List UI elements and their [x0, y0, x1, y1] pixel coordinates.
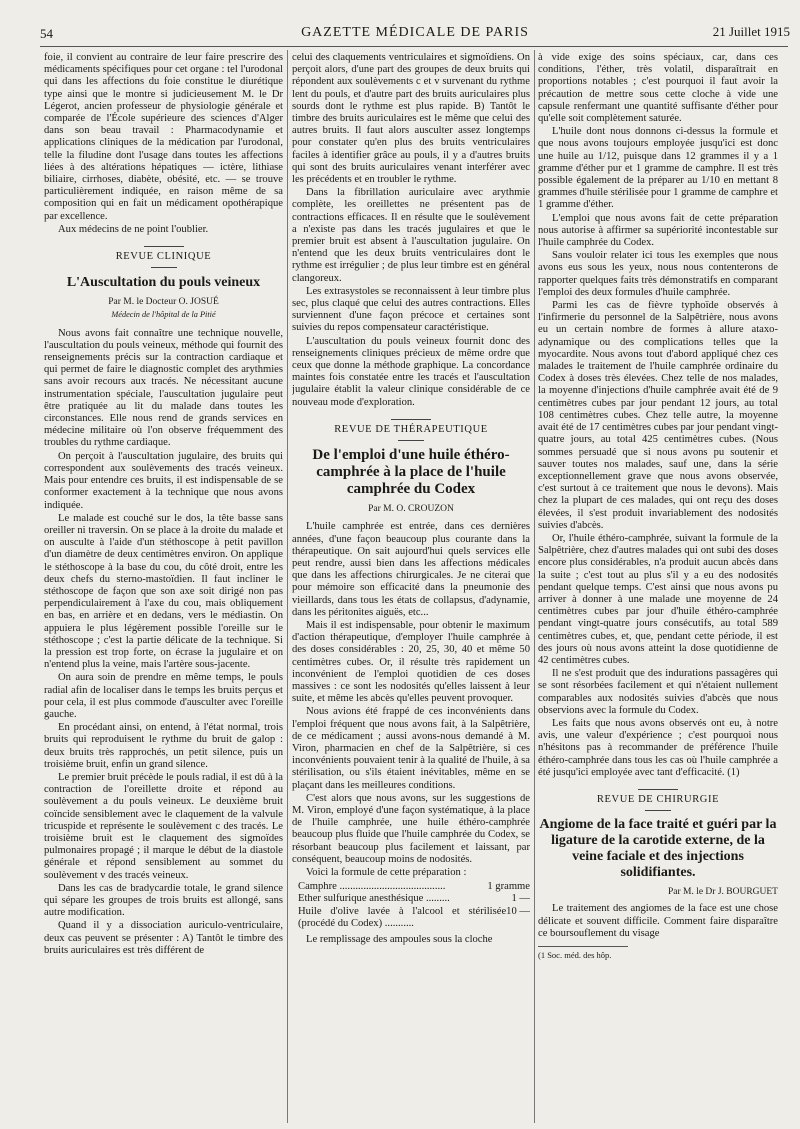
footnote: (1 Soc. méd. des hôp. — [538, 946, 628, 961]
author-affiliation: Médecin de l'hôpital de la Pitié — [111, 310, 216, 320]
formula-ingredient: Ether sulfurique anesthésique ......... — [298, 893, 450, 905]
formula-row — [298, 893, 530, 905]
paragraph: Les faits que nous avons observés ont eu, à notre avis, une valeur d'expérience ; c'est pourquoi nous n'hésitons pas à recommander de préférence l'huile éthéro-camphrée dans tous les cas où l'huile camphrée a été jusqu'ici employée avec tant d'efficacité. (1) — [538, 717, 778, 778]
formula-quantity: 1 gramme — [487, 881, 530, 893]
paragraph: Les extrasystoles se reconnaissent à leur timbre plus sec, plus claqué que celui des autres contractions. Elles surviennent d'une façon précoce et certaines sont suivies du repos compensateur caractéristique. — [292, 285, 530, 334]
section-heading: REVUE CLINIQUE — [44, 246, 283, 268]
formula-table — [298, 881, 530, 930]
paragraph: L'huile camphrée est entrée, dans ces dernières années, d'une façon beaucoup plus courante dans la thérapeutique. On sait aujourd'hui quels services elle peut rendre, aussi bien dans les affections médicales que dans les affections chirurgicales. Je ne citerai que pour mémoire son efficacité dans la pneumonie des vieillards, dans tous les états de collapsus, d'adynamie, dans les péritonites aiguës, etc... — [292, 521, 530, 618]
paragraph: Parmi les cas de fièvre typhoïde observés à l'infirmerie du personnel de la Salpêtrière, nous avons eu un certain nombre de formes à allure ataxo-adynamique ou des complications telles que la myocardite. Nous avons tout d'abord appliqué chez ces malades le traitement de l'huile camphrée ordinaire du Codex à doses très élevées. Chez telle de nos malades, la moyenne d'injections d'huile camphrée avait été de 9 centimètres cubes par jour pendant 12 jours, au total 108 centimètres cubes. Chez telle autre, la moyenne avait été de 17 centimètres cubes par jour pendant vingt-quatre jours, au total 425 centimètres cubes. (Nous sommes persuadé que si nous avons pu soutenir et sauver toutes nos malades, sauf une, dans la série exceptionnellement grave que nous avons observée, c'est surtout à ce traitement que nous le devons). Mais chez la plupart de ces malades, qui ont reçu des doses élevées, il s'est produit invariablement des nodosités suivies d'abcès. — [538, 300, 778, 531]
column-1 — [44, 52, 283, 1127]
formula-quantity: 10 — — [506, 905, 530, 917]
paragraph: Nous avons fait connaître une technique nouvelle, l'auscultation du pouls veineux, méthode qui fournit des renseignements précis sur la contraction cardiaque et qui permet de faire le diagnostic complet des arythmies sans avoir recours aux tracés. Ne nécessitant aucune instrumentation spéciale, l'auscultation jugulaire peut être pratiquée au lit du malade dans toutes les circonstances. Elle nous rend de grands services en médecine militaire où l'on observe fréquemment des troubles du rythme cardiaque. — [44, 327, 283, 449]
paragraph: Voici la formule de cette préparation : — [306, 866, 467, 878]
paragraph: Nous avions été frappé de ces inconvénients dans l'emploi fréquent que nous avons fait, à la Salpêtrière, de ce médicament ; aussi avons-nous demandé à M. Viron, pharmacien en chef de la Salpêtrière, si ces inconvénients pouvaient tenir à la qualité de l'huile, à sa stérilisation, ou s'ils étaient inévitables, même en se plaçant dans les meilleures conditions. — [292, 706, 530, 791]
paragraph: Le traitement des angiomes de la face est une chose délicate et souvent difficile. Comment faire disparaître ce boursouflement du visage — [538, 903, 778, 939]
formula-quantity: 1 — — [511, 893, 530, 905]
paragraph: Mais il est indispensable, pour obtenir le maximum d'action thérapeutique, d'employer l'huile camphrée à des doses considérables : 20, 25, 30, 40 et même 50 centimètres cubes. Or, il résulte très rapidement un inconvénient de l'emploi quotidien de ces doses massives : ce sont les nodosités qu'elles laissent à leur suite, et même les abcès qu'elles peuvent provoquer. — [292, 619, 530, 705]
paragraph: En procédant ainsi, on entend, à l'état normal, trois bruits qui reproduisent le rythme du bruit de galop : deux bruits très rapprochés, un petit silence, puis un troisième bruit, enfin un grand silence. — [44, 722, 283, 770]
section-heading: REVUE DE CHIRURGIE — [538, 789, 778, 811]
formula-ingredient: Camphre ........................................ — [298, 881, 446, 893]
paragraph: L'emploi que nous avons fait de cette préparation nous autorise à affirmer sa supériorité incontestable sur l'huile camphrée du Codex. — [538, 212, 778, 249]
section-heading: REVUE DE THÉRAPEUTIQUE — [292, 419, 530, 441]
paragraph: Il ne s'est produit que des indurations passagères qui se sont résorbées facilement et qui n'étaient nullement comparables aux nodosités suivies d'abcès que nous observions avec la formule du Codex. — [538, 668, 778, 716]
paragraph: celui des claquements ventriculaires et sigmoïdiens. On perçoit alors, d'une part des groupes de deux bruits qui répondent aux soulèvements c et v survenant du rythme lent du pouls, et d'autre part des bruits auriculaires plus sourds dont le rythme est plus rapide. B) Tantôt le timbre des bruits auriculaires est le même que celui des autres bruits. Il faut alors ausculter assez longtemps pour constater qu'en plus des bruits ventriculaires faciles à identifier grâce au pouls, il y a d'autres bruits qui sont des bruits auriculaires venant interférer avec les précédents et en troubler le rythme. — [292, 52, 530, 186]
column-2 — [292, 52, 530, 1127]
paragraph: L'huile dont nous donnons ci-dessus la formule et que nous avons toujours employée jusqu'ici est donc une huile au 1/12, puisque dans 12 grammes il y a 1 gramme d'éther pur et 1 gramme de camphre. Il est très possible également de la préparer au 1/10 en mettant 8 grammes d'huile stérilisée pour 1 gramme de camphre et 1 gramme d'éther. — [538, 126, 778, 211]
paragraph: Le malade est couché sur le dos, la tête basse sans oreiller ni traversin. On se place à la droite du malade et on ausculte à l'aide d'un stéthoscope à petit pavillon d'un diamètre de deux centimètres environ. On applique le stéthoscope à la base du cou, du côté droit, entre les deux chefs du sterno-mastoïdien. Il faut incliner le stéthoscope de façon que son axe soit dirigé non pas perpendiculairement à l'axe du cou, mais obliquement en bas, en arrière et en dedans, vers le médiastin. On appuiera le plus légèrement possible l'oreille sur le stéthoscope ; c'est la partie délicate de la technique. Si la pression est trop forte, on écrase la jugulaire et on n'entend plus la veine, mais l'artère sous-jacente. — [44, 512, 283, 671]
column-3 — [538, 52, 778, 1127]
paragraph: Or, l'huile éthéro-camphrée, suivant la formule de la Salpêtrière, chez d'autres malades qui ont subi des doses encore plus considérables, n'a produit aucun abcès dans la suite ; c'est tout au plus s'il y a eu des nodosités pendant quelque temps. C'est ainsi que nous avons pu arriver à donner à une malade une moyenne de 24 centimètres cubes par jour d'huile éthéro-camphrée pendant vingt-quatre jours consécutifs, au total 589 centimètres cubes, et, que, pendant cette période, il est des jours où nous avons atteint la dose quotidienne de 42 centimètres cubes. — [538, 532, 778, 666]
formula-row — [298, 881, 530, 893]
paragraph: On aura soin de prendre en même temps, le pouls radial afin de localiser dans le temps les bruits perçus et pour cela, il est plus commode d'ausculter avec l'oreille gauche. — [44, 672, 283, 720]
formula-row — [298, 906, 530, 930]
column-divider-1 — [287, 50, 288, 1123]
formula-ingredient: Huile d'olive lavée à l'alcool et stérilisée (procédé du Codex) ........... — [298, 905, 507, 929]
paragraph: à vide exige des soins spéciaux, car, dans ces conditions, l'éther, très volatil, disparaîtrait en proportions notables ; c'est pourquoi il faut avoir la précaution de mettre sous cette cloche à vide une capsule renfermant une quantité suffisante d'éther pour qu'elle soit complètement saturée. — [538, 52, 778, 125]
running-header — [40, 22, 790, 44]
paragraph: Aux médecins de ne point l'oublier. — [58, 223, 209, 235]
column-divider-2 — [534, 50, 535, 1123]
header-rule — [40, 46, 788, 47]
journal-title: GAZETTE MÉDICALE DE PARIS — [301, 25, 529, 40]
paragraph: Dans les cas de bradycardie totale, le grand silence qui sépare les groupes de trois bruits est allongé, sans autre modification. — [44, 882, 283, 919]
paragraph: foie, il convient au contraire de leur faire prescrire des médicaments spécifiques pour cet organe : tel l'urodonal qui dans les affections du foie constitue le diurétique type ainsi que le montre si judicieusement M. le Dr Légerot, ancien professeur de physiologie générale et comparée de l'École supérieure des sciences d'Alger dans son beau travail : Pharmacodynamie et applications cliniques de la médication par l'urodonal, telle la filudine dont l'usage dans toutes les affections liées à des altérations hépatiques — ictère, lithiase biliaire, cirrhoses, diabète, obésité, etc. — se trouve particulièrement indiquée, en raison même de sa composition qui en fait un médicament opothérapique par excellence. — [44, 52, 283, 222]
article-author: Par M. O. CROUZON — [368, 504, 454, 515]
issue-date: 21 Juillet 1915 — [712, 24, 790, 39]
paragraph: Le premier bruit précède le pouls radial, il est dû à la contraction de l'oreillette droite et répond au soulèvement a du pouls veineux. Le deuxième bruit coïncide sensiblement avec le claquement de la valvule tricuspide et représente le soulèvement c des tracés. Le troisième bruit est le claquement des sigmoïdes pulmonaires propagé ; il marque le début de la diastole générale et répond sensiblement au sommet du soulèvement v des tracés veineux. — [44, 771, 283, 881]
article-title: Angiome de la face traité et guéri par la ligature de la carotide externe, de la veine faciale et des injections solidifiantes. — [539, 817, 777, 881]
page-number: 54 — [40, 26, 53, 41]
paragraph: Dans la fibrillation auriculaire avec arythmie complète, les oreillettes ne présentent pas de contractions efficaces. Il en résulte que le soulèvement a n'existe pas dans les tracés jugulaires et que le premier bruit est absent à l'auscultation jugulaire. On n'entend que les deux bruits ventriculaires dont le rythme est irrégulier ; de plus leur timbre est en général clangoreux. — [292, 187, 530, 284]
paragraph: Quand il y a dissociation auriculo-ventriculaire, deux cas peuvent se présenter : A) Tantôt le timbre des bruits auriculaires est très différent de — [44, 920, 283, 956]
paragraph: Le remplissage des ampoules sous la cloche — [306, 934, 493, 945]
article-author: Par M. le Docteur O. JOSUÉ — [108, 297, 219, 308]
article-title: L'Auscultation du pouls veineux — [66, 275, 261, 291]
paragraph: L'auscultation du pouls veineux fournit donc des renseignements cliniques précieux de même ordre que ceux que donne la méthode graphique. La concordance maintes fois constatée entre les tracés et l'auscultation jugulaire établit la valeur clinique considérable de ce nouveau mode d'exploration. — [292, 335, 530, 408]
paragraph: On perçoit à l'auscultation jugulaire, des bruits qui correspondent aux soulèvements des tracés veineux. Mais pour entendre ces bruits, il est indispensable de se conformer exactement à la technique que nous avons indiquée. — [44, 450, 283, 511]
article-title: De l'emploi d'une huile éthéro-camphrée à la place de l'huile camphrée du Codex — [312, 447, 510, 498]
article-author: Par M. le Dr J. BOURGUET — [667, 887, 778, 898]
paragraph: Sans vouloir relater ici tous les exemples que nous avons eus sous les yeux, nous nous contenterons de rapporter quelques faits très démonstratifs en comparant l'emploi des deux formules d'huile camphrée. — [538, 250, 778, 298]
paragraph: C'est alors que nous avons, sur les suggestions de M. Viron, employé d'une façon systématique, à la place de l'huile camphrée, une huile éthéro-camphrée beaucoup plus fluide que l'huile camphrée du Codex, se résorbant beaucoup plus facilement et laissant, par conséquent, beaucoup moins de nodosités. — [292, 792, 530, 865]
